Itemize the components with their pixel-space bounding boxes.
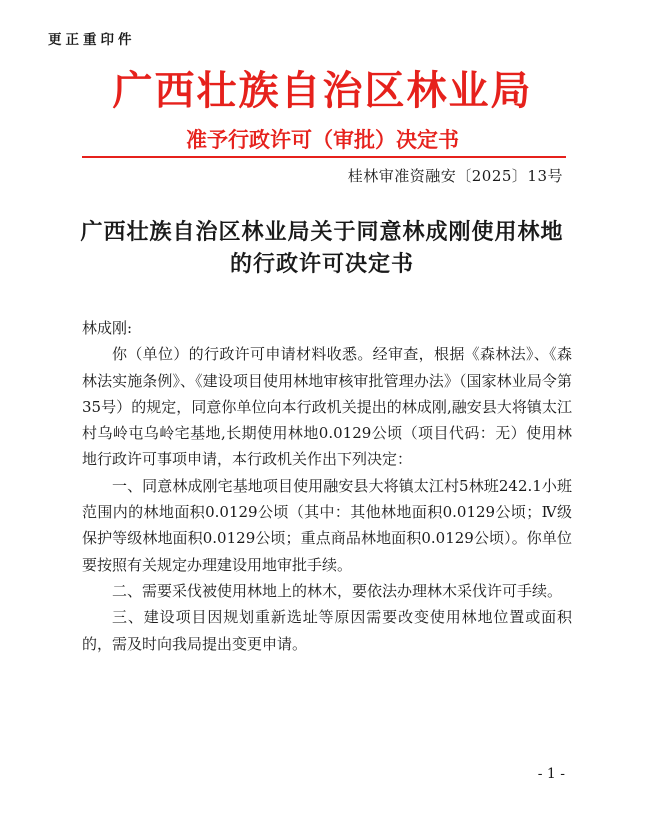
body-paragraph: 你（单位）的行政许可申请材料收悉。经审查，根据《森林法》、《森林法实施条例》、《建设项目使用林地审核审批管理办法》（国家林业局令第35号）的规定，同意你单位向本行政机关提出的林成刚,融安县大将镇太江村乌岭屯乌岭宅基地,长期使用林地0.0129公顷（项目代码：无）使用林地行政许可事项申请，本行政机关作出下列决定：	[82, 345, 572, 469]
document-type: 准予行政许可（审批）决定书	[186, 127, 459, 152]
agency-name: 广西壮族自治区林业局	[112, 67, 533, 114]
salutation: 林成刚:	[82, 319, 133, 337]
document-title: 广西壮族自治区林业局关于同意林成刚使用林地的行政许可决定书	[80, 219, 564, 277]
body-paragraph: 一、同意林成刚宅基地项目使用融安县大将镇太江村5林班242.1小班范围内的林地面积0.0129公顷（其中：其他林地面积0.0129公顷；Ⅳ级保护等级林地面积0.0129公顷；重点商品林地面积0.0129公顷）。你单位要按照有关规定办理建设用地审批手续。	[82, 476, 572, 574]
red-divider	[82, 156, 566, 158]
page-number: - 1 -	[537, 766, 565, 782]
reprint-label: 更正重印件	[48, 32, 136, 48]
body-paragraph: 三、建设项目因规划重新选址等原因需要改变使用林地位置或面积的，需及时向我局提出变更申请。	[82, 608, 572, 653]
document-number: 桂林审准资融安〔2025〕13号	[347, 167, 563, 185]
body-paragraph: 二、需要采伐被使用林地上的林木，要依法办理林木采伐许可手续。	[112, 581, 563, 600]
document-body	[82, 315, 572, 657]
